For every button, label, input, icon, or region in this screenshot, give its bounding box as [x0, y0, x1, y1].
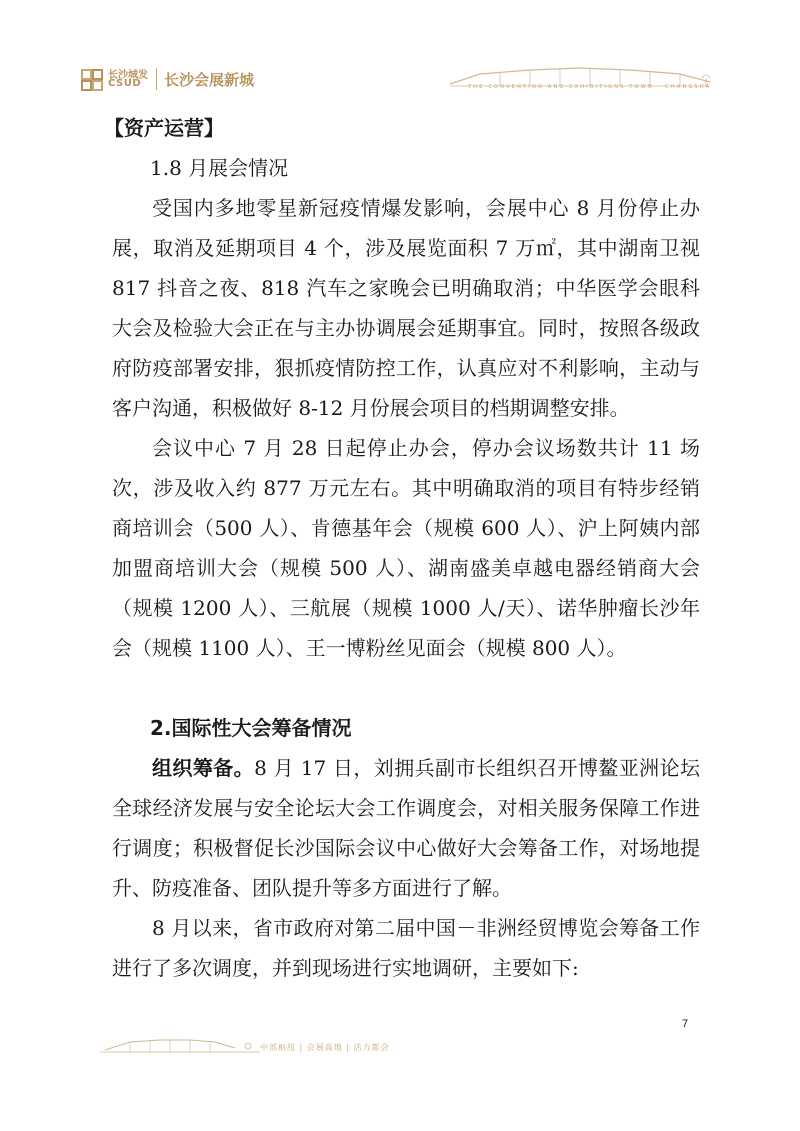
paragraph-organization: [112, 748, 700, 908]
document-body: [104, 108, 701, 988]
paragraph-lead: 组织筹备。: [152, 756, 255, 780]
paragraph-exhibition-status: 受国内多地零星新冠疫情爆发影响，会展中心 8 月份停止办展，取消及延期项目 4 个，涉及展览面积 7 万㎡，其中湖南卫视 817 抖音之夜、818 汽车之家晚会已明确取消；中华医学会眼科大会及检验大会正在与主办协调展会延期事宜。同时，按照各级政府防疫部署安排，狠抓疫情防控工作，认真应对不利影响，主动与客户沟通，积极做好 8-12 月份展会项目的档期调整安排。: [112, 196, 700, 420]
paragraph-conference-status: 会议中心 7 月 28 日起停止办会，停办会议场数共计 11 场次，涉及收入约 877 万元左右。其中明确取消的项目有特步经销商培训会（500 人）、肯德基年会（规模 600 人）、沪上阿姨内部加盟商培训大会（规模 500 人）、湖南盛美卓越电器经销商大会（规模 1200 人）、三航展（规模 1000 人/天）、诺华肿瘤长沙年会（规模 1100 人）、王一博粉丝见面会（规模 800 人）。: [112, 436, 700, 660]
csud-logo-icon: [80, 68, 104, 92]
section-heading: 【资产运营】: [104, 116, 224, 140]
logo-english-text: CSUD: [108, 78, 142, 89]
subheading-exhibitions: 1.8 月展会情况: [150, 156, 289, 180]
paragraph-organization-text: 8 月 17 日，刘拥兵副市长组织召开博鳌亚洲论坛全球经济发展与安全论坛大会工作调度会，对相关服务保障工作进行调度；积极督促长沙国际会议中心做好大会筹备工作，对场地提升、防疫准备、团队提升等多方面进行了解。: [112, 756, 701, 900]
header-skyline-illustration: [440, 60, 720, 98]
page-number: 7: [682, 1018, 689, 1030]
logo-divider: [156, 68, 157, 90]
page-header: [80, 60, 720, 100]
logo-chinese-text: 长沙城发: [108, 70, 148, 81]
page-footer: [100, 1030, 700, 1070]
paragraph-china-africa-expo: 8 月以来，省市政府对第二届中国－非洲经贸博览会筹备工作进行了多次调度，并到现场进行实地调研，主要如下:: [112, 916, 700, 980]
paragraph-gap: [112, 668, 700, 708]
header-tagline: THE CONVENTION AND EXHIBITIONS TOWN · CHANGSHA: [468, 84, 712, 90]
footer-tagline: 中部枢纽 | 会展高地 | 活力都会: [260, 1043, 390, 1052]
subheading-international-conferences: 2.国际性大会筹备情况: [150, 716, 352, 740]
header-title: 长沙会展新城: [164, 71, 255, 89]
footer-skyline-illustration: [100, 1030, 260, 1058]
